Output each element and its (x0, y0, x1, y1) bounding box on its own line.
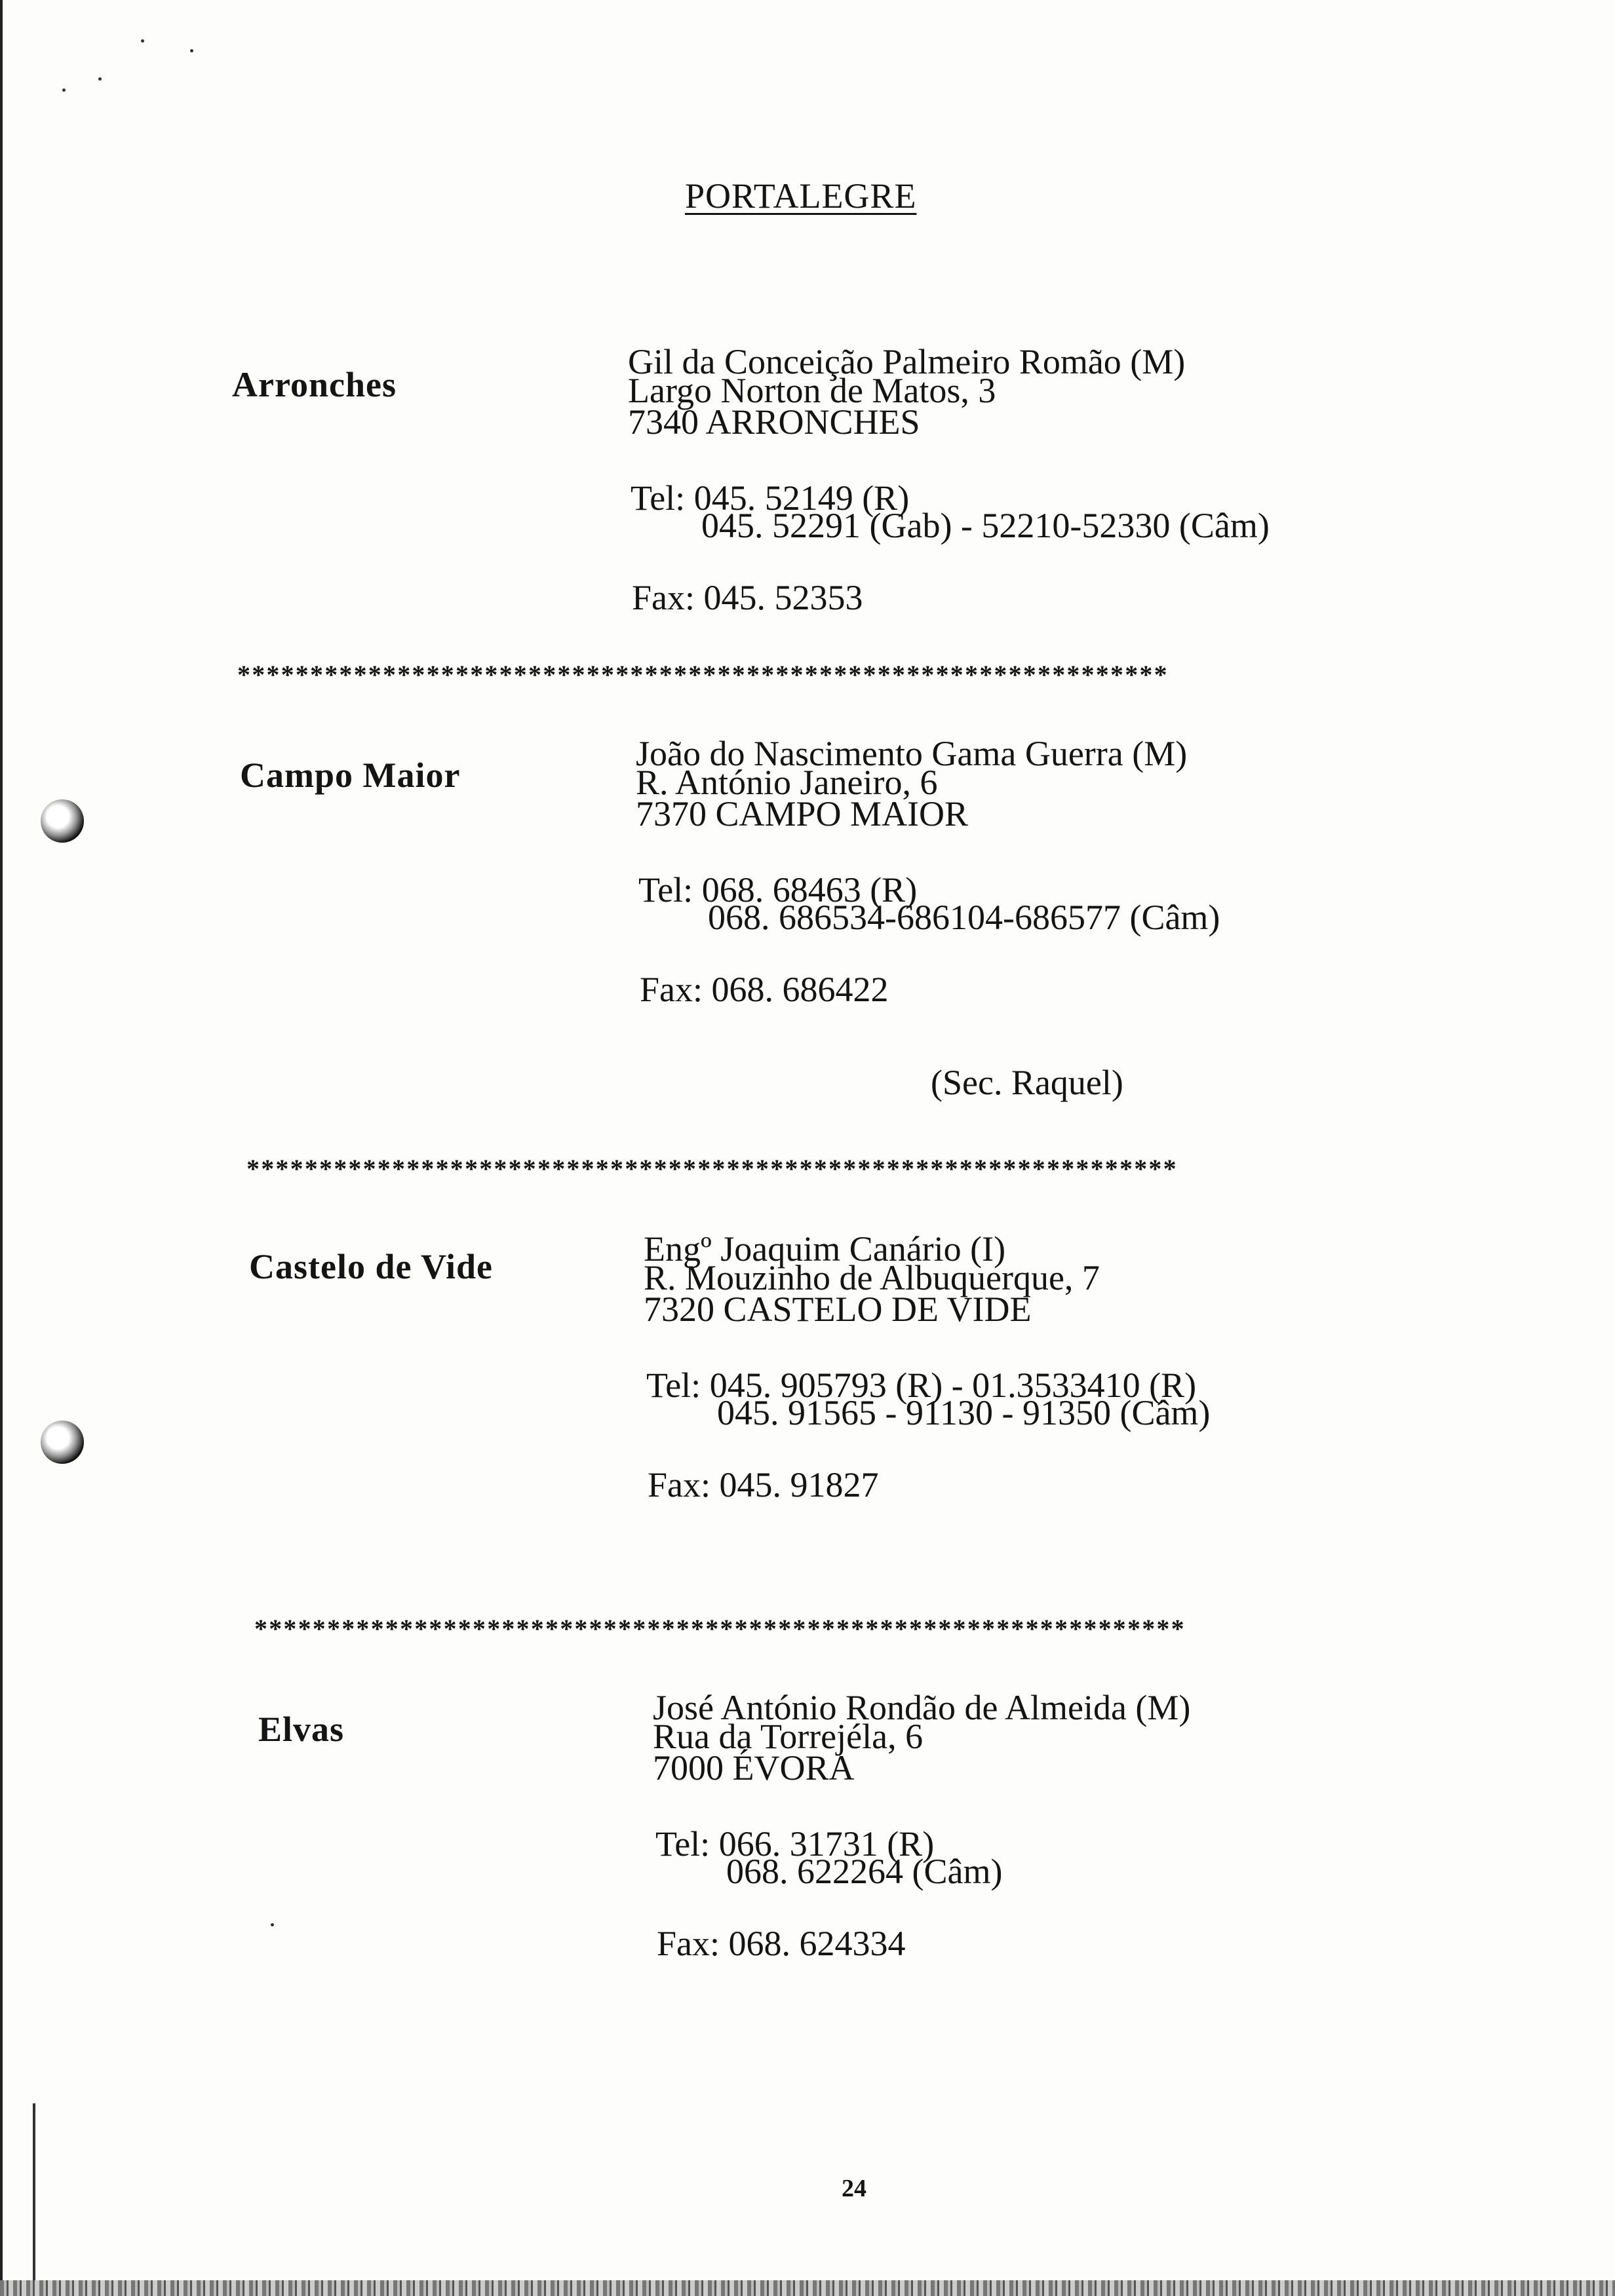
address-line: Largo Norton de Matos, 3 (628, 371, 996, 410)
separator: **************************************************************** (237, 660, 1169, 689)
telephone-line-2: 045. 52291 (Gab) - 52210-52330 (Câm) (701, 506, 1270, 545)
mayor-name: Gil da Conceição Palmeiro Romão (M) (628, 342, 1186, 381)
municipality-label: Elvas (258, 1710, 345, 1749)
page-number: 24 (842, 2175, 866, 2202)
scan-left-edge-mark (33, 2103, 35, 2296)
postal-line: 7320 CASTELO DE VIDE (644, 1290, 1032, 1329)
telephone-line: Tel: 068. 68463 (R) (638, 870, 918, 909)
fax-line: Fax: 068. 686422 (640, 970, 889, 1009)
address-line: R. António Janeiro, 6 (636, 763, 938, 802)
scan-speck (141, 39, 144, 43)
punch-hole-icon (41, 1421, 84, 1464)
telephone-line-2: 068. 686534-686104-686577 (Câm) (708, 898, 1220, 937)
page-title: PORTALEGRE (685, 176, 917, 216)
postal-line: 7000 ÉVORA (653, 1748, 855, 1788)
fax-line: Fax: 045. 91827 (648, 1465, 879, 1504)
scan-speck (98, 77, 102, 81)
telephone-line-2: 045. 91565 - 91130 - 91350 (Câm) (717, 1393, 1211, 1432)
address-line: R. Mouzinho de Albuquerque, 7 (644, 1258, 1100, 1297)
separator: **************************************************************** (246, 1154, 1178, 1183)
scan-left-edge (0, 0, 3, 2296)
mayor-name: Engº Joaquim Canário (I) (644, 1229, 1006, 1269)
scan-bottom-edge (0, 2280, 1615, 2296)
telephone-line: Tel: 045. 52149 (R) (631, 478, 910, 518)
municipality-label: Castelo de Vide (249, 1247, 493, 1286)
punch-hole-icon (41, 799, 84, 843)
scan-speck (62, 88, 66, 92)
secretary-note: (Sec. Raquel) (931, 1063, 1123, 1102)
separator: **************************************************************** (254, 1614, 1186, 1643)
municipality-label: Campo Maior (240, 756, 461, 795)
fax-line: Fax: 045. 52353 (632, 578, 863, 617)
postal-line: 7370 CAMPO MAIOR (636, 794, 969, 833)
scan-speck (190, 49, 193, 52)
mayor-name: José António Rondão de Almeida (M) (653, 1688, 1191, 1727)
postal-line: 7340 ARRONCHES (628, 402, 920, 442)
telephone-line: Tel: 045. 905793 (R) - 01.3533410 (R) (646, 1366, 1197, 1405)
municipality-label: Arronches (232, 365, 397, 404)
telephone-line-2: 068. 622264 (Câm) (726, 1852, 1003, 1891)
mayor-name: João do Nascimento Gama Guerra (M) (636, 734, 1188, 773)
scan-speck (271, 1923, 274, 1926)
telephone-line: Tel: 066. 31731 (R) (655, 1824, 935, 1864)
fax-line: Fax: 068. 624334 (657, 1924, 906, 1963)
address-line: Rua da Torrejéla, 6 (653, 1717, 924, 1756)
